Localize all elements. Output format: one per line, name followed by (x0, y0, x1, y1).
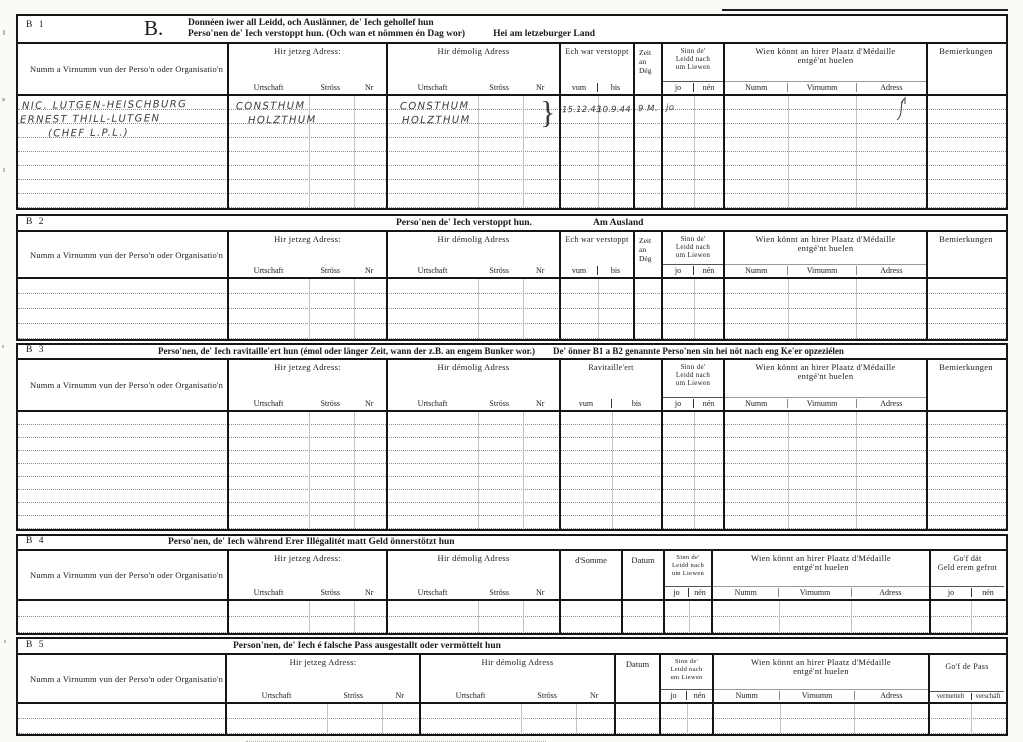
hw-demolig-1: CONSTHUM (399, 100, 470, 113)
datum-label: Datum (631, 555, 655, 565)
b2-body (18, 279, 1006, 339)
hw-name-2: ERNEST THILL-LUTGEN (19, 113, 161, 126)
nr-label: Nr (535, 83, 545, 92)
b3-col-jetzeg: Hir jetzeg Adress: Urtschaft Ströss Nr (229, 360, 388, 410)
scan-line-artifact (722, 9, 1008, 11)
virnumm-label: Virnumm (787, 83, 855, 92)
b3-header-row (18, 360, 1006, 412)
b1-header-row (18, 44, 1006, 96)
b1-title-band (18, 16, 1006, 44)
b3-col-name: Numm a Virnumm vun der Perso'n oder Organisatio'n (18, 360, 229, 410)
adress-label: Adress (856, 83, 926, 92)
b1-title (188, 18, 595, 40)
numm-label: Numm (745, 83, 768, 92)
scan-speck (2, 345, 4, 348)
b3-col-sinn: Sinn de' Leidd nach um Liewen jo nén (663, 360, 725, 410)
somme-label: d'Somme (575, 555, 607, 565)
b2-col-sinn: Sinn de' Leidd nach um Liewen jo nén (663, 232, 725, 277)
form-letter: B. (144, 16, 164, 40)
b2-col-jetzeg: Hir jetzeg Adress: Urtschaft Ströss Nr (229, 232, 388, 277)
b3-label: B 3 (26, 345, 46, 355)
b4-col-sinn: Sinn de' Leidd nach um Liewen jo nén (665, 551, 713, 599)
section-b3 (16, 343, 1008, 531)
b3-col-demolig: Hir démolig Adress Urtschaft Ströss Nr (388, 360, 561, 410)
section-b1 (16, 14, 1008, 210)
b3-title2: De' önner B1 a B2 genannte Perso'nen sin hei nöt nach eng Ke'er opzeziélen (552, 346, 844, 356)
vum-label: vum (571, 83, 587, 92)
b1-col-demolig (388, 44, 561, 94)
urtschaft-label: Urtschaft (417, 83, 448, 92)
scanned-form (16, 14, 1008, 736)
b5-col-sinn: Sinn de' Leidd nach um Liewen jo nén (661, 655, 714, 702)
b3-col-wien: Wien könnt an hirer Plaatz d'Médaille entgé'nt huelen Numm Virnumm Adress (725, 360, 928, 410)
wien-label: Wien könnt an hirer Plaatz d'Médaille (755, 46, 896, 56)
scan-speck (4, 640, 6, 643)
b4-title: Perso'nen, de' Iech während Erer Illégalitét matt Geld önnerstötzt hun (168, 537, 455, 547)
b1-title-line1: Donnéen iwer all Leidd, och Auslänner, de' Iech gehollef hun (188, 18, 434, 28)
gof-pass-label: Go'f de Pass (945, 662, 989, 671)
b2-header-row (18, 232, 1006, 279)
b1-col-zeit: Zeit an Dég (635, 44, 663, 94)
b1-title-right: Hei am letzeburger Land (493, 29, 596, 39)
b2-col-name: Numm a Virnumm vun der Perso'n oder Organisatio'n (18, 232, 229, 277)
b3-title: Perso'nen, de' Iech ravitaille'ert hun (émol oder länger Zeit, wann der z.B. an engem Bunker wor.) De' önner B1 a B2 genannte Perso'nen sin hei nöt nach eng Ke'er opzeziélen (158, 346, 844, 356)
hw-name-1: NIC. LUTGEN-HEISCHBURG (21, 99, 188, 112)
b2-col-bemierkungen: Bemierkungen (939, 234, 993, 244)
nen-label: nén (693, 83, 723, 92)
b2-title2: Am Ausland (593, 218, 644, 228)
hw-demolig-2: HOLZTHUM (401, 114, 471, 127)
b1-body (18, 96, 1006, 208)
section-b4 (16, 534, 1008, 635)
b5-col-datum: Datum (616, 655, 661, 702)
hw-bis: 10.9.44 (596, 104, 631, 116)
gof-geld-label: Go'f dät (953, 554, 982, 563)
vermettelt-label: vermettelt (936, 693, 965, 700)
b4-col-name: Numm a Virnumm vun der Perso'n oder Organisatio'n (18, 551, 229, 599)
stross-label: Ströss (320, 83, 340, 92)
b1-label: B 1 (26, 20, 46, 30)
b4-title-band (18, 536, 1006, 551)
b5-col-demolig: Hir démolig Adress Urtschaft Ströss Nr (421, 655, 616, 702)
b2-title: Perso'nen de' Iech verstoppt hun. (396, 218, 532, 228)
b5-col-wien: Wien könnt an hirer Plaatz d'Médaille entgé'nt huelen Numm Virnumm Adress (714, 655, 930, 702)
b5-col-jetzeg: Hir jetzeg Adress: Urtschaft Ströss Nr (227, 655, 421, 702)
scan-speck (2, 98, 5, 101)
b4-col-datum (623, 551, 665, 599)
bis-label: bis (597, 83, 633, 92)
bemierkungen-label: Bemierkungen (939, 46, 993, 56)
b1-col-jetzeg (229, 44, 388, 94)
nr-label: Nr (365, 83, 374, 92)
b4-col-wien: Wien könnt an hirer Plaatz d'Médaille entgé'nt huelen Numm Virnumm Adress (713, 551, 931, 599)
b3-col-bemierkungen: Bemierkungen (939, 362, 993, 372)
b1-col-name (18, 44, 229, 94)
b2-col-wien: Wien könnt an hirer Plaatz d'Médaille entgé'nt huelen Numm Virnumm Adress (725, 232, 928, 277)
hw-zeit: 9 M. (637, 103, 659, 115)
b5-label: B 5 (26, 640, 46, 650)
b5-col-name: Numm a Virnumm vun der Perso'n oder Organisatio'n (18, 655, 227, 702)
b2-title-band (18, 216, 1006, 232)
b3-title-band (18, 345, 1006, 360)
name-col-label: Numm a Virnumm vun der Perso'n oder Organisatio'n (30, 64, 224, 74)
b1-title-line2: Perso'nen de' Iech verstoppt hun. (Och wan et nömmen én Dag wor) (188, 29, 466, 39)
b4-col-gof-geld: Go'f dät Geld erem gefrot jo nén (931, 551, 1004, 599)
b3-col-ravitailleert: Ravitaille'ert vum bis (561, 360, 663, 410)
hw-jetzeg-1: CONSTHUM (235, 100, 306, 113)
hw-brace: } (540, 94, 556, 130)
zeit-label: Zeit (639, 48, 652, 57)
sinn-label: Sinn de' (680, 47, 706, 55)
hw-vum: 15.12.43 (561, 104, 602, 116)
b2-col-demolig: Hir démolig Adress Urtschaft Ströss Nr (388, 232, 561, 277)
b1-col-sinn: Sinn de' Leidd nach um Liewen jo nén (663, 44, 725, 94)
b1-col-bemierkungen (928, 44, 1004, 94)
jetzeg-label: Hir jetzeg Adress: (274, 46, 341, 56)
b4-label: B 4 (26, 536, 46, 546)
b4-col-somme (561, 551, 623, 599)
demolig-label: Hir démolig Adress (437, 46, 510, 56)
verstoppt-label: Ech war verstoppt (565, 47, 629, 56)
scan-speck (3, 168, 5, 172)
jo-label: jo (674, 83, 682, 92)
stross-label: Ströss (489, 83, 509, 92)
b4-body (18, 601, 1006, 633)
stray-pen-mark (894, 96, 908, 122)
b5-body (18, 704, 1006, 734)
b5-header-row (18, 655, 1006, 704)
b5-title: Person'nen, de' Iech é falsche Pass ausgestallt oder vermöttelt hun (233, 641, 501, 651)
b2-col-verstoppt: Ech war verstoppt vum bis (561, 232, 635, 277)
b2-col-zeit: Zeit an Dég (635, 232, 663, 277)
scan-speck (3, 30, 5, 35)
b1-col-wien: Wien könnt an hirer Plaatz d'Médaille entgé'nt huelen Numm Virnumm Adress (725, 44, 928, 94)
b1-col-verstoppt (561, 44, 635, 94)
b4-header-row (18, 551, 1006, 601)
b4-col-demolig: Hir démolig Adress Urtschaft Ströss Nr (388, 551, 561, 599)
b3-body (18, 412, 1006, 529)
section-b5 (16, 637, 1008, 736)
b4-col-jetzeg: Hir jetzeg Adress: Urtschaft Ströss Nr (229, 551, 388, 599)
hw-name-3: (CHEF L.P.L.) (47, 127, 130, 140)
b2-label: B 2 (26, 217, 46, 227)
ravitailleert-label: Ravitaille'ert (588, 363, 634, 372)
section-b2 (16, 214, 1008, 341)
urtschaft-label: Urtschaft (253, 83, 284, 92)
b5-col-gof-pass (930, 655, 1004, 702)
hw-liewen-jo: jo (665, 102, 675, 114)
verschaft-label: verschäft (971, 693, 1004, 700)
hw-jetzeg-2: HOLZTHUM (247, 114, 317, 127)
b5-title-band (18, 639, 1006, 655)
